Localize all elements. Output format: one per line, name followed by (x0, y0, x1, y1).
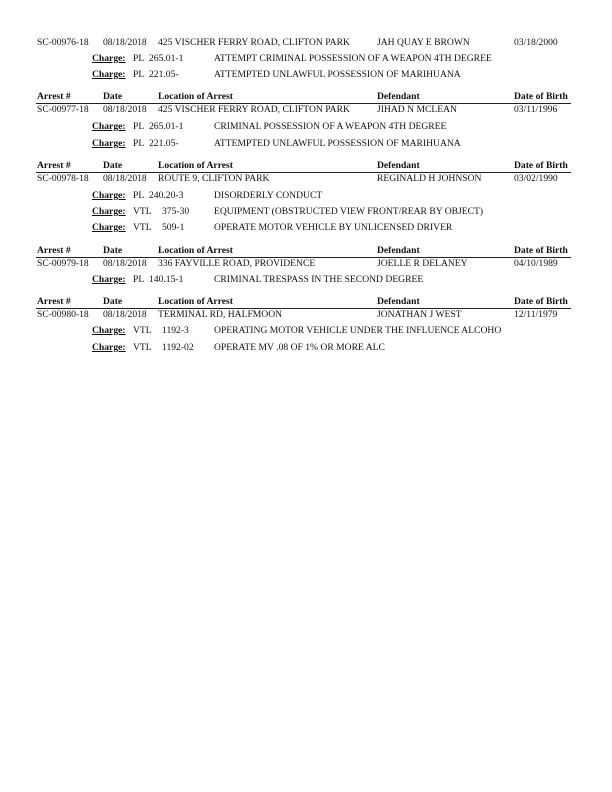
charge-description: ATTEMPTED UNLAWFUL POSSESSION OF MARIHUANA (214, 69, 461, 80)
charge-section: 221.05- (149, 138, 179, 149)
header-dob: Date of Birth (514, 245, 568, 256)
arrest-date: 08/18/2018 (103, 104, 147, 115)
header-arrest: Arrest # (37, 296, 71, 307)
arrest-number: SC-00977-18 (37, 104, 89, 115)
record-row (0, 308, 612, 322)
arrest-location: 425 VISCHER FERRY ROAD, CLIFTON PARK (158, 104, 350, 115)
charge-description: ATTEMPT CRIMINAL POSSESSION OF A WEAPON 4TH DEGREE (214, 53, 492, 64)
charge-row (0, 324, 612, 338)
arrest-number: SC-00978-18 (37, 173, 89, 184)
charge-label: Charge: (92, 121, 126, 132)
charge-law: PL (133, 53, 145, 64)
header-arrest: Arrest # (37, 160, 71, 171)
charge-section: 140.15-1 (149, 274, 184, 285)
header-location: Location of Arrest (158, 160, 233, 171)
charge-law: VTL (133, 206, 152, 217)
charge-law: PL (133, 190, 145, 201)
charge-section: 375-30 (162, 206, 190, 217)
charge-label: Charge: (92, 53, 126, 64)
charge-label: Charge: (92, 138, 126, 149)
record-row (0, 172, 612, 186)
charge-row (0, 120, 612, 134)
charge-row (0, 68, 612, 82)
header-date: Date (103, 91, 123, 102)
charge-section: 1192-3 (162, 325, 189, 336)
charge-label: Charge: (92, 342, 126, 353)
charge-description: EQUIPMENT (OBSTRUCTED VIEW FRONT/REAR BY OBJECT) (214, 206, 484, 217)
arrest-date: 08/18/2018 (103, 37, 147, 48)
charge-section: 265.01-1 (149, 121, 184, 132)
arrest-location: TERMINAL RD, HALFMOON (158, 309, 283, 320)
defendant-name: JONATHAN J WEST (377, 309, 462, 320)
defendant-name: JIHAD N MCLEAN (377, 104, 457, 115)
charge-label: Charge: (92, 222, 126, 233)
charge-row (0, 273, 612, 287)
defendant-name: REGINALD H JOHNSON (377, 173, 482, 184)
header-arrest: Arrest # (37, 245, 71, 256)
charge-section: 265.01-1 (149, 53, 184, 64)
header-date: Date (103, 160, 123, 171)
header-location: Location of Arrest (158, 296, 233, 307)
header-defendant: Defendant (377, 91, 420, 102)
charge-description: OPERATING MOTOR VEHICLE UNDER THE INFLUENCE ALCOHO (214, 325, 502, 336)
charge-section: 509-1 (162, 222, 185, 233)
record-row (0, 103, 612, 117)
column-header (0, 244, 612, 258)
charge-law: PL (133, 138, 145, 149)
charge-label: Charge: (92, 325, 126, 336)
header-location: Location of Arrest (158, 91, 233, 102)
charge-description: OPERATE MV .08 OF 1% OR MORE ALC (214, 342, 385, 353)
header-date: Date (103, 245, 123, 256)
charge-row (0, 205, 612, 219)
charge-section: 1192-02 (162, 342, 194, 353)
charge-description: CRIMINAL TRESPASS IN THE SECOND DEGREE (214, 274, 424, 285)
arrest-date: 08/18/2018 (103, 173, 147, 184)
arrest-number: SC-00976-18 (37, 37, 89, 48)
arrest-location: 336 FAYVILLE ROAD, PROVIDENCE (158, 258, 316, 269)
header-dob: Date of Birth (514, 160, 568, 171)
header-defendant: Defendant (377, 160, 420, 171)
record-row (0, 257, 612, 271)
charge-section: 221.05- (149, 69, 179, 80)
charge-label: Charge: (92, 274, 126, 285)
charge-section: 240.20-3 (149, 190, 184, 201)
date-of-birth: 03/11/1996 (514, 104, 558, 115)
charge-description: CRIMINAL POSSESSION OF A WEAPON 4TH DEGREE (214, 121, 447, 132)
charge-law: PL (133, 69, 145, 80)
charge-label: Charge: (92, 206, 126, 217)
charge-description: ATTEMPTED UNLAWFUL POSSESSION OF MARIHUANA (214, 138, 461, 149)
header-dob: Date of Birth (514, 296, 568, 307)
arrest-number: SC-00979-18 (37, 258, 89, 269)
date-of-birth: 03/02/1990 (514, 173, 558, 184)
column-header (0, 90, 612, 104)
defendant-name: JAH QUAY E BROWN (377, 37, 470, 48)
date-of-birth: 12/11/1979 (514, 309, 558, 320)
defendant-name: JOELLE R DELANEY (377, 258, 468, 269)
arrest-location: 425 VISCHER FERRY ROAD, CLIFTON PARK (158, 37, 350, 48)
date-of-birth: 03/18/2000 (514, 37, 558, 48)
charge-law: VTL (133, 325, 152, 336)
charge-row (0, 341, 612, 355)
charge-law: PL (133, 274, 145, 285)
column-header (0, 295, 612, 309)
header-date: Date (103, 296, 123, 307)
header-defendant: Defendant (377, 245, 420, 256)
charge-label: Charge: (92, 69, 126, 80)
charge-law: VTL (133, 222, 152, 233)
arrest-date: 08/18/2018 (103, 258, 147, 269)
date-of-birth: 04/10/1989 (514, 258, 558, 269)
charge-row (0, 189, 612, 203)
charge-row (0, 221, 612, 235)
header-defendant: Defendant (377, 296, 420, 307)
header-location: Location of Arrest (158, 245, 233, 256)
record-row (0, 36, 612, 50)
charge-row (0, 52, 612, 66)
charge-law: VTL (133, 342, 152, 353)
header-dob: Date of Birth (514, 91, 568, 102)
charge-row (0, 137, 612, 151)
charge-law: PL (133, 121, 145, 132)
arrest-location: ROUTE 9, CLIFTON PARK (158, 173, 270, 184)
column-header (0, 159, 612, 173)
charge-description: OPERATE MOTOR VEHICLE BY UNLICENSED DRIVER (214, 222, 453, 233)
arrest-date: 08/18/2018 (103, 309, 147, 320)
header-arrest: Arrest # (37, 91, 71, 102)
arrest-number: SC-00980-18 (37, 309, 89, 320)
charge-label: Charge: (92, 190, 126, 201)
charge-description: DISORDERLY CONDUCT (214, 190, 323, 201)
